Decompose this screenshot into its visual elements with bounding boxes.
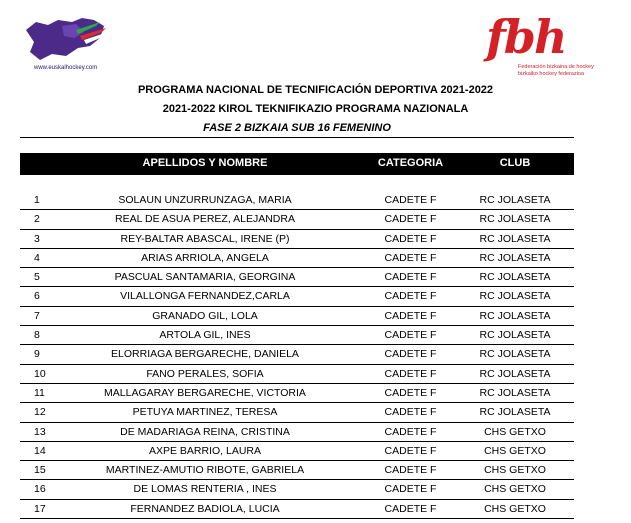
euskalhockey-logo [22,16,114,74]
row-club: RC JOLASETA [479,386,551,399]
row-category: CADETE F [384,232,437,245]
row-club: CHS GETXO [484,502,546,515]
document-title: PROGRAMA NACIONAL DE TECNIFICACIÓN DEPORTIVA 2021-2022 [137,84,494,96]
table-row [20,345,574,364]
row-category: CADETE F [384,348,437,361]
row-name: DE LOMAS RENTERIA , INES [133,483,277,496]
row-name: REY-BALTAR ABASCAL, IRENE (P) [120,232,290,245]
row-club: CHS GETXO [484,483,546,496]
table-row [20,500,574,519]
row-name: MARTINEZ-AMUTIO RIBOTE, GABRIELA [105,464,305,477]
row-name: FERNANDEZ BADIOLA, LUCIA [130,502,280,515]
row-name: PETUYA MARTINEZ, TERESA [132,406,278,419]
basque-map-icon [22,16,114,68]
row-name: AXPE BARRIO, LAURA [148,444,262,457]
row-club: RC JOLASETA [479,309,551,322]
document-subtitle: 2021-2022 KIROL TEKNIFIKAZIO PROGRAMA NAZIONALA [162,103,469,115]
row-club: RC JOLASETA [479,367,551,380]
row-name: MALLAGARAY BERGARECHE, VICTORIA [104,386,306,399]
row-club: RC JOLASETA [479,232,551,245]
header-club: CLUB [499,157,531,169]
row-number: 8 [34,329,40,342]
table-row [20,423,574,442]
row-number: 5 [34,271,40,284]
table-row [20,480,574,499]
row-club: RC JOLASETA [479,251,551,264]
row-category: CADETE F [384,406,437,419]
row-name: FANO PERALES, SOFIA [146,367,264,380]
row-category: CADETE F [384,194,437,206]
row-category: CADETE F [384,251,437,264]
row-name: ELORRIAGA BERGARECHE, DANIELA [111,348,299,361]
row-number: 7 [34,309,40,322]
row-category: CADETE F [384,425,437,438]
fbh-fed-line1: Federación bizkaina de hockey [518,64,594,70]
header-name: APELLIDOS Y NOMBRE [142,157,268,169]
row-category: CADETE F [384,502,437,515]
table-row [20,442,574,461]
row-category: CADETE F [384,271,437,284]
row-number: 9 [34,348,40,361]
row-name: ARTOLA GIL, INES [159,329,251,342]
row-number: 10 [34,367,46,380]
row-number: 11 [34,386,45,399]
row-category: CADETE F [384,213,437,226]
row-club: CHS GETXO [484,464,546,477]
row-club: CHS GETXO [484,425,546,438]
fbh-logo [486,10,606,82]
row-number: 13 [34,425,46,438]
table-row [20,461,574,480]
row-category: CADETE F [384,309,437,322]
header-category: CATEGORIA [377,157,444,169]
row-category: CADETE F [384,444,437,457]
row-name: VILALLONGA FERNANDEZ,CARLA [120,290,290,303]
row-club: RC JOLASETA [479,290,551,303]
row-name: PASCUAL SANTAMARIA, GEORGINA [114,271,296,284]
row-club: RC JOLASETA [479,348,551,361]
row-category: CADETE F [384,329,437,342]
table-row [20,365,574,384]
table-header [20,153,574,175]
players-table [20,191,574,519]
row-number: 3 [34,232,40,245]
row-number: 17 [34,502,46,515]
row-category: CADETE F [384,367,437,380]
row-number: 1 [34,194,40,206]
fbh-logo-text: fbh [486,10,566,64]
row-number: 6 [34,290,40,303]
row-name: DE MADARIAGA REINA, CRISTINA [120,425,290,438]
table-row [20,384,574,403]
table-row [20,191,574,210]
table-row [20,403,574,422]
row-club: RC JOLASETA [479,213,551,226]
row-category: CADETE F [384,386,437,399]
row-number: 15 [34,464,46,477]
row-name: SOLAUN UNZURRUNZAGA, MARIA [118,194,292,206]
row-name: ARIAS ARRIOLA, ANGELA [141,251,269,264]
table-row [20,210,574,229]
row-category: CADETE F [384,483,437,496]
table-row [20,307,574,326]
row-club: CHS GETXO [484,444,546,457]
table-row [20,268,574,287]
table-row [20,249,574,268]
row-number: 14 [34,444,46,457]
row-club: RC JOLASETA [479,194,551,206]
row-club: RC JOLASETA [479,329,551,342]
row-number: 4 [34,251,40,264]
table-row [20,230,574,249]
table-row [20,287,574,306]
row-club: RC JOLASETA [479,406,551,419]
phase-heading: FASE 2 BIZKAIA SUB 16 FEMENINO [20,120,574,138]
logo-url-text: www.euskalhockey.com [34,65,98,71]
row-name: REAL DE ASUA PEREZ, ALEJANDRA [115,213,295,226]
row-number: 12 [34,406,46,419]
row-number: 2 [34,213,40,226]
row-number: 16 [34,483,46,496]
row-category: CADETE F [384,464,437,477]
table-row [20,326,574,345]
row-category: CADETE F [384,290,437,303]
fbh-fed-line2: bizkaiko hockey federazioa [518,71,585,77]
row-club: RC JOLASETA [479,271,551,284]
row-name: GRANADO GIL, LOLA [152,309,258,322]
